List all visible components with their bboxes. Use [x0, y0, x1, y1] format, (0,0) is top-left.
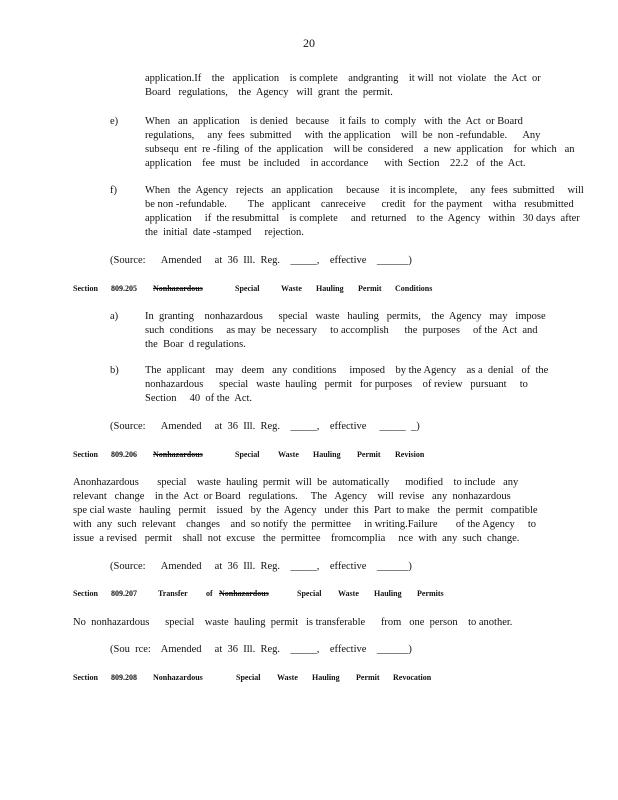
heading-word: Revision: [395, 450, 425, 459]
heading-word: 809.208: [111, 673, 137, 682]
source-note: (Source: Amended at 36 Ill. Reg. _____, effective ______): [110, 561, 412, 572]
heading-word: Waste: [277, 673, 298, 682]
section-heading-809-207: [73, 590, 543, 600]
heading-word: Permit: [357, 450, 381, 459]
heading-word: Special: [235, 450, 260, 459]
paragraph-line: such conditions as may be necessary to accomplish the purposes of the Act and: [145, 325, 538, 336]
heading-word: Permits: [417, 589, 444, 598]
paragraph-line: subsequ ent re -filing of the application will be considered a new application for which an: [145, 144, 575, 155]
paragraph-line: application fee must be included in accordance with Section 22.2 of the Act.: [145, 158, 526, 169]
source-note: (Sou rce: Amended at 36 Ill. Reg. _____, effective ______): [110, 644, 412, 655]
paragraph-line: relevant change in the Act or Board regulations. The Agency will revise any nonhazardous: [73, 491, 511, 502]
item-label-f: f): [110, 185, 117, 196]
paragraph-line: nonhazardous special waste hauling permit for purposes of review pursuant to: [145, 379, 528, 390]
paragraph-line: When the Agency rejects an application because it is incomplete, any fees submitted will: [145, 185, 584, 196]
heading-word: Nonhazardous: [153, 450, 203, 459]
paragraph-line: be non -refundable. The applicant canreceive credit for the payment witha resubmitted: [145, 199, 574, 210]
heading-word: Hauling: [312, 673, 340, 682]
heading-word: Hauling: [316, 284, 344, 293]
paragraph-line: Section 40 of the Act.: [145, 393, 253, 404]
heading-word: Nonhazardous: [219, 589, 269, 598]
page-number: 20: [303, 36, 315, 50]
heading-word: Hauling: [374, 589, 402, 598]
paragraph-line: Board regulations, the Agency will grant the permit.: [145, 87, 393, 98]
heading-word: Section: [73, 450, 98, 459]
heading-word: Permit: [358, 284, 382, 293]
paragraph-line: In granting nonhazardous special waste hauling permits, the Agency may impose: [145, 311, 546, 322]
item-label-a: a): [110, 311, 119, 322]
heading-word: Conditions: [395, 284, 433, 293]
paragraph-line: Anonhazardous special waste hauling permit will be automatically modified to include any: [73, 477, 519, 488]
heading-word: Nonhazardous: [153, 284, 203, 293]
paragraph-line: the Boar d regulations.: [145, 339, 246, 350]
heading-word: Waste: [338, 589, 359, 598]
heading-word: Waste: [278, 450, 299, 459]
heading-word: Hauling: [313, 450, 341, 459]
paragraph-line: application if the resubmittal is complete and returned to the Agency within 30 days after: [145, 213, 580, 224]
item-label-b: b): [110, 365, 119, 376]
heading-word: Special: [236, 673, 261, 682]
paragraph-line: regulations, any fees submitted with the application will be non -refundable. Any: [145, 130, 541, 141]
source-note: (Source: Amended at 36 Ill. Reg. _____, effective ______): [110, 255, 412, 266]
heading-word: Special: [235, 284, 260, 293]
heading-word: 809.207: [111, 589, 137, 598]
paragraph-line: application.If the application is complete andgranting it will not violate the Act or: [145, 73, 541, 84]
item-label-e: e): [110, 116, 119, 127]
heading-word: Section: [73, 589, 98, 598]
section-heading-809-208: [73, 674, 543, 684]
section-heading-809-205: [73, 285, 543, 295]
heading-word: Transfer: [158, 589, 188, 598]
heading-word: 809.205: [111, 284, 137, 293]
heading-word: Nonhazardous: [153, 673, 203, 682]
paragraph-line: spe cial waste hauling permit issued by the Agency under this Part to make the permit compatible: [73, 505, 538, 516]
heading-word: Special: [297, 589, 322, 598]
heading-word: Section: [73, 673, 98, 682]
paragraph-line: issue a revised permit shall not excuse the permittee fromcomplia nce with any such change.: [73, 533, 520, 544]
paragraph-line: When an application is denied because it fails to comply with the Act or Board: [145, 116, 523, 127]
heading-word: Revocation: [393, 673, 432, 682]
heading-word: 809.206: [111, 450, 137, 459]
paragraph-line: the initial date -stamped rejection.: [145, 227, 304, 238]
paragraph-line: The applicant may deem any conditions imposed by the Agency as a denial of the: [145, 365, 549, 376]
section-heading-809-206: [73, 451, 543, 461]
heading-word: Waste: [281, 284, 302, 293]
source-note: (Source: Amended at 36 Ill. Reg. _____, effective _____ _): [110, 421, 420, 432]
heading-word: Section: [73, 284, 98, 293]
paragraph-line: with any such relevant changes and so notify the permittee in writing.Failure of the Agency to: [73, 519, 537, 530]
heading-word: of: [206, 589, 213, 598]
heading-word: Permit: [356, 673, 380, 682]
paragraph-line: No nonhazardous special waste hauling permit is transferable from one person to another.: [73, 617, 513, 628]
